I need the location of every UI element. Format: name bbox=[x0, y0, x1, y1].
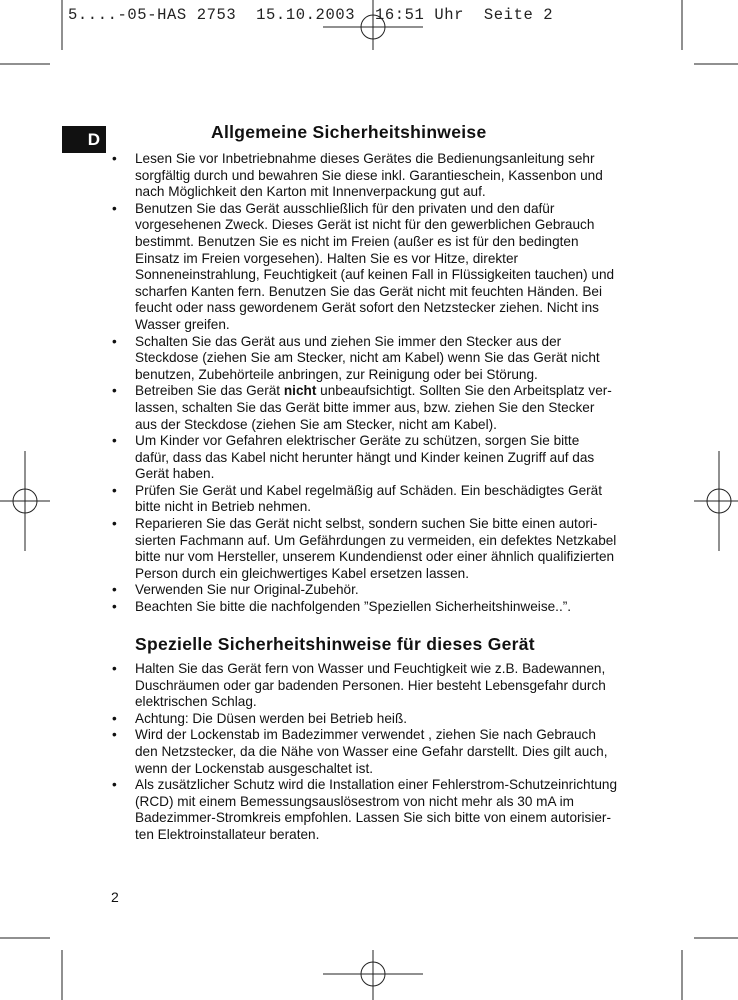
language-tab: D bbox=[62, 126, 106, 153]
list-item-line: bitte nur vom Hersteller, unserem Kundendienst oder einer ähnlich qualifizierten bbox=[135, 549, 615, 565]
list-item bbox=[0, 661, 738, 711]
section-heading-general: Allgemeine Sicherheitshinweise bbox=[211, 122, 487, 142]
list-item-line: sorgfältig durch und bewahren Sie diese inkl. Garantieschein, Kassenbon und bbox=[135, 167, 603, 183]
bullet-icon: • bbox=[112, 200, 117, 216]
list-item bbox=[0, 582, 738, 599]
list-item bbox=[0, 727, 738, 777]
list-item-line: Schalten Sie das Gerät aus und ziehen Sie immer den Stecker aus der bbox=[135, 333, 562, 349]
list-item-line: Lesen Sie vor Inbetriebnahme dieses Gerätes die Bedienungsanleitung sehr bbox=[135, 151, 595, 166]
list-item-line: Verwenden Sie nur Original-Zubehör. bbox=[135, 582, 359, 598]
list-item-line: Badezimmer-Stromkreis empfohlen. Lassen Sie sich bitte von einem autorisier- bbox=[135, 810, 611, 826]
bullet-icon: • bbox=[112, 516, 117, 532]
list-item bbox=[0, 599, 738, 616]
list-item-line: Wasser greifen. bbox=[135, 316, 230, 332]
list-item-line: elektrischen Schlag. bbox=[135, 694, 257, 710]
special-safety-list bbox=[0, 661, 738, 844]
bullet-icon: • bbox=[112, 777, 117, 793]
list-item-line: vorgesehenen Zweck. Dieses Gerät ist nicht für den gewerblichen Gebrauch bbox=[135, 217, 595, 233]
list-item-line: nach Möglichkeit den Karton mit Innenverpackung gut auf. bbox=[135, 184, 486, 200]
list-item bbox=[0, 516, 738, 582]
emphasis-text: nicht bbox=[283, 383, 317, 399]
list-item-line: feucht oder nass gewordenem Gerät sofort den Netzstecker ziehen. Nicht ins bbox=[135, 300, 599, 316]
list-item bbox=[0, 433, 738, 483]
list-item bbox=[0, 777, 738, 843]
list-item bbox=[0, 383, 738, 433]
list-item-line: Duschräumen oder gar badenden Personen. Hier besteht Lebensgefahr durch bbox=[135, 677, 606, 693]
list-item bbox=[0, 483, 738, 516]
bullet-icon: • bbox=[112, 710, 117, 726]
list-item-line: ten Elektroinstallateur beraten. bbox=[135, 826, 320, 842]
list-item-line: sierten Fachmann auf. Um Gefährdungen zu vermeiden, ein defektes Netzkabel bbox=[135, 532, 617, 548]
registration-mark-bottom bbox=[323, 950, 423, 1000]
bullet-icon: • bbox=[112, 661, 117, 676]
list-item-line: Wird der Lockenstab im Badezimmer verwendet , ziehen Sie nach Gebrauch bbox=[135, 727, 596, 743]
list-item-line: Benutzen Sie das Gerät ausschließlich für den privaten und den dafür bbox=[135, 200, 555, 216]
section-heading-special: Spezielle Sicherheitshinweise für dieses Gerät bbox=[135, 634, 535, 654]
bullet-icon: • bbox=[112, 333, 117, 349]
list-item-text: Betreiben Sie das Gerät bbox=[135, 383, 284, 399]
list-item-line: scharfen Kanten fern. Benutzen Sie das Gerät nicht mit feuchten Händen. Bei bbox=[135, 283, 602, 299]
list-item-line: bitte nicht in Betrieb nehmen. bbox=[135, 499, 312, 515]
bullet-icon: • bbox=[112, 599, 117, 615]
list-item-line: Einsatz im Freien vorgesehen). Halten Sie es vor Hitze, direkter bbox=[135, 250, 519, 266]
list-item-line: Gerät haben. bbox=[135, 466, 215, 482]
list-item bbox=[0, 151, 738, 201]
list-item-line: den Netzstecker, da die Nähe von Wasser eine Gefahr darstellt. Dies gilt auch, bbox=[135, 743, 608, 759]
list-item bbox=[0, 201, 738, 334]
bullet-icon: • bbox=[112, 582, 117, 598]
list-item-line: Sonneneinstrahlung, Feuchtigkeit (auf keinen Fall in Flüssigkeiten tauchen) und bbox=[135, 267, 615, 283]
list-item-line: Person durch ein gleichwertiges Kabel ersetzen lassen. bbox=[135, 565, 469, 581]
bullet-icon: • bbox=[112, 727, 117, 743]
list-item-line: dafür, dass das Kabel nicht herunter hängt und Kinder keinen Zugriff auf das bbox=[135, 449, 595, 465]
general-safety-list bbox=[0, 151, 738, 616]
list-item-line: Prüfen Sie Gerät und Kabel regelmäßig auf Schäden. Ein beschädigtes Gerät bbox=[135, 482, 602, 498]
list-item-line: Um Kinder vor Gefahren elektrischer Geräte zu schützen, sorgen Sie bitte bbox=[135, 433, 580, 449]
list-item-line: Als zusätzlicher Schutz wird die Installation einer Fehlerstrom-Schutzeinrichtung bbox=[135, 777, 618, 793]
list-item-line: Beachten Sie bitte die nachfolgenden ”Speziellen Sicherheitshinweise..”. bbox=[135, 599, 572, 615]
list-item-line: Steckdose (ziehen Sie am Stecker, nicht am Kabel) wenn Sie das Gerät nicht bbox=[135, 350, 600, 366]
list-item-line: aus der Steckdose (ziehen Sie am Stecker, nicht am Kabel). bbox=[135, 416, 497, 432]
page-number: 2 bbox=[111, 889, 119, 905]
list-item-line: (RCD) mit einem Bemessungsauslösestrom von nicht mehr als 30 mA im bbox=[135, 793, 574, 809]
list-item-line: Halten Sie das Gerät fern von Wasser und Feuchtigkeit wie z.B. Badewannen, bbox=[135, 661, 606, 676]
list-item-text: unbeaufsichtigt. Sollten Sie den Arbeitsplatz ver- bbox=[316, 383, 612, 399]
bullet-icon: • bbox=[112, 433, 117, 449]
list-item-line: wenn der Lockenstab ausgeschaltet ist. bbox=[135, 760, 374, 776]
print-header: 5....-05-HAS 2753 15.10.2003 16:51 Uhr Seite 2 bbox=[68, 6, 554, 24]
registration-mark-top bbox=[323, 0, 423, 50]
bullet-icon: • bbox=[112, 482, 117, 498]
list-item bbox=[0, 711, 738, 728]
list-item-line: bestimmt. Benutzen Sie es nicht im Freien (außer es ist für den bedingten bbox=[135, 233, 579, 249]
list-item bbox=[0, 334, 738, 384]
bullet-icon: • bbox=[112, 383, 117, 399]
list-item-line: lassen, schalten Sie das Gerät bitte immer aus, bzw. ziehen Sie den Stecker bbox=[135, 399, 595, 415]
list-item-line bbox=[135, 383, 643, 400]
list-item-line: Achtung: Die Düsen werden bei Betrieb heiß. bbox=[135, 710, 408, 726]
list-item-line: benutzen, Zubehörteile anbringen, zur Reinigung oder bei Störung. bbox=[135, 366, 538, 382]
bullet-icon: • bbox=[112, 151, 117, 166]
list-item-line: Reparieren Sie das Gerät nicht selbst, sondern suchen Sie bitte einen autori- bbox=[135, 516, 598, 532]
